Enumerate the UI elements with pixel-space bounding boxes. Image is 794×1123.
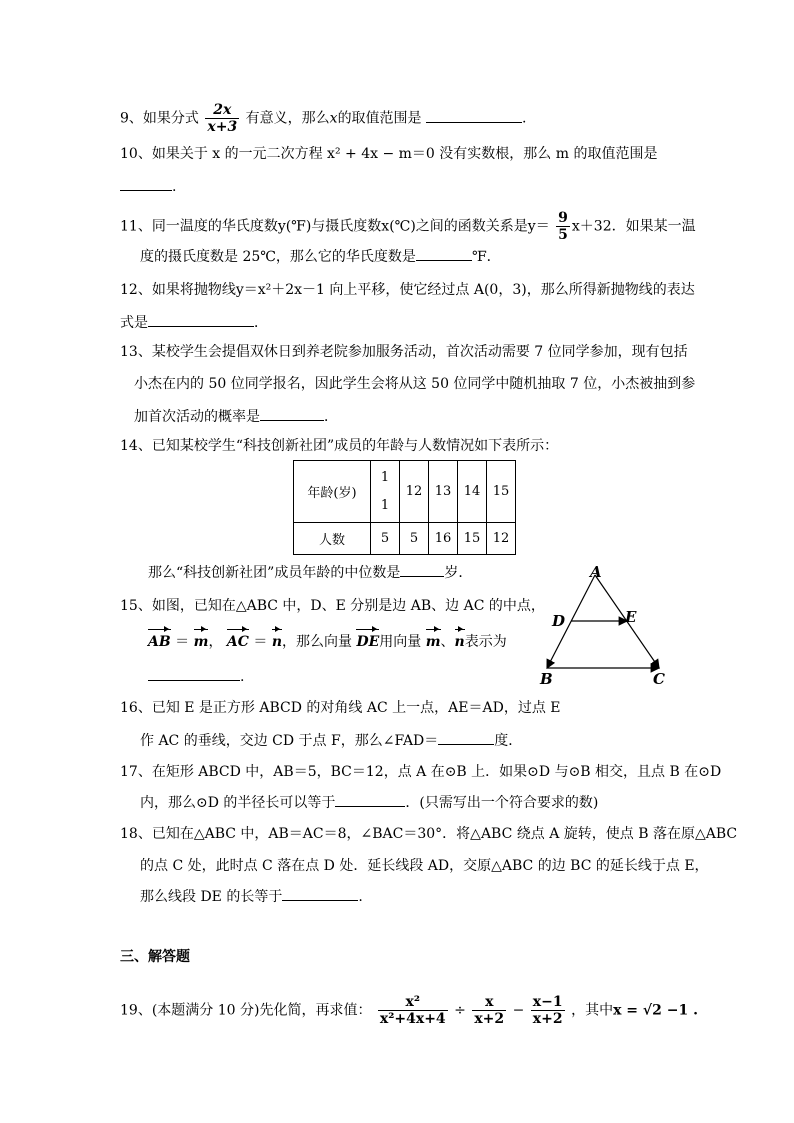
triangle-figure bbox=[535, 560, 675, 690]
table-row bbox=[294, 523, 516, 555]
q11-fraction bbox=[556, 210, 570, 243]
question-13 bbox=[120, 342, 688, 362]
q18-answer-blank[interactable] bbox=[282, 886, 358, 901]
table-header-cell: 14 bbox=[458, 461, 487, 523]
q19-f2-numerator: x bbox=[485, 994, 494, 1010]
label-a: A bbox=[590, 563, 602, 581]
q19-fraction-2 bbox=[472, 994, 506, 1027]
q10-end: . bbox=[172, 179, 177, 195]
q9-text: 有意义，那么 bbox=[245, 110, 330, 127]
question-11 bbox=[120, 210, 696, 243]
table-header-cell: 年龄(岁) bbox=[294, 461, 371, 523]
label-c: C bbox=[653, 670, 665, 688]
q16-answer-blank[interactable] bbox=[438, 730, 494, 745]
q15-sep: 、 bbox=[440, 634, 455, 650]
q19-prefix: 19、(本题满分 10 分)先化简，再求值： bbox=[120, 1002, 372, 1019]
q9-text-2: 的取值范围是 bbox=[337, 110, 422, 127]
q14-answer-blank[interactable] bbox=[400, 562, 444, 577]
q19-minus: − bbox=[512, 1002, 525, 1019]
table-cell: 15 bbox=[458, 523, 487, 555]
q11-line-1b: x＋32．如果某一温 bbox=[571, 218, 696, 235]
label-d: D bbox=[552, 612, 566, 630]
vector-m: m bbox=[193, 634, 209, 650]
q17-line-2: 内，那么⊙D 的半径长可以等于 bbox=[140, 795, 336, 811]
q13-answer-blank[interactable] bbox=[260, 406, 324, 421]
table-cell: 5 bbox=[371, 523, 400, 555]
q12-line-1: 12、如果将抛物线y＝x²＋2x－1 向上平移，使它经过点 A(0，3)，那么所得新抛物线的表达 bbox=[120, 282, 695, 298]
table-header-cell: 15 bbox=[487, 461, 516, 523]
q15-answer-blank[interactable] bbox=[148, 666, 240, 681]
q9-answer-blank[interactable] bbox=[426, 108, 522, 123]
question-16 bbox=[120, 698, 561, 718]
q12-answer-blank[interactable] bbox=[148, 312, 254, 327]
label-e: E bbox=[625, 608, 637, 626]
table-header-cell: 12 bbox=[400, 461, 429, 523]
q19-value: x = √2 −1 . bbox=[613, 1002, 698, 1019]
q19-f2-denominator: x+2 bbox=[474, 1011, 505, 1027]
q16-unit: 度． bbox=[494, 733, 523, 749]
q19-fraction-1 bbox=[378, 994, 448, 1027]
q18-line-2: 的点 C 处，此时点 C 落在点 D 处．延长线段 AD，交原△ABC 的边 BC 的延长线于点 E， bbox=[140, 858, 709, 874]
q15-end: . bbox=[240, 669, 245, 685]
question-18-line-3 bbox=[140, 886, 363, 907]
q11-unit: ℉． bbox=[471, 249, 501, 265]
q14-unit: 岁． bbox=[444, 565, 473, 581]
question-14-line-2 bbox=[148, 562, 472, 583]
q11-numerator: 9 bbox=[558, 210, 568, 226]
q10-answer-blank[interactable] bbox=[120, 176, 172, 191]
q18-line-1: 18、已知在△ABC 中，AB＝AC＝8，∠BAC＝30°．将△ABC 绕点 A 旋转，使点 B 落在原△ABC bbox=[120, 826, 738, 842]
label-b: B bbox=[540, 670, 553, 688]
question-16-line-2 bbox=[140, 730, 522, 751]
q9-denominator: x+3 bbox=[207, 119, 238, 135]
vector-ac: AC bbox=[226, 634, 249, 650]
q9-numerator: 2x bbox=[213, 102, 232, 118]
section-heading: 三、解答题 bbox=[120, 949, 190, 965]
q9-variable: x bbox=[329, 110, 338, 127]
question-15 bbox=[120, 596, 545, 616]
q17-note: ．(只需写出一个符合要求的数) bbox=[405, 795, 599, 811]
q19-f1-denominator: x²+4x+4 bbox=[379, 1011, 446, 1027]
q9-fraction bbox=[205, 102, 239, 135]
question-19 bbox=[120, 994, 698, 1027]
question-10 bbox=[120, 144, 657, 164]
question-18-line-2 bbox=[140, 856, 709, 876]
table-header-cell: 1 1 bbox=[371, 461, 400, 523]
question-12-line-2 bbox=[120, 312, 268, 333]
q17-line-1: 17、在矩形 ABCD 中，AB＝5，BC＝12，点 A 在⊙B 上．如果⊙D 与⊙B 相交，且点 B 在⊙D bbox=[120, 764, 722, 780]
q12-line-2: 式是 bbox=[120, 315, 148, 331]
q11-answer-blank[interactable] bbox=[416, 246, 472, 261]
q17-answer-blank[interactable] bbox=[335, 792, 405, 807]
q18-line-3: 那么线段 DE 的长等于 bbox=[140, 889, 283, 905]
question-13-line-3 bbox=[134, 406, 338, 427]
q13-end: ． bbox=[324, 409, 338, 425]
question-14 bbox=[120, 436, 558, 456]
table-row bbox=[294, 461, 516, 523]
table-cell: 12 bbox=[487, 523, 516, 555]
q13-line-3: 加首次活动的概率是 bbox=[134, 409, 260, 425]
q9-prefix: 9、如果分式 bbox=[120, 110, 199, 127]
table-cell: 人数 bbox=[294, 523, 371, 555]
q19-f3-denominator: x+2 bbox=[532, 1011, 563, 1027]
q11-line-1a: 11、同一温度的华氏度数y(℉)与摄氏度数x(℃)之间的函数关系是y＝ bbox=[120, 218, 550, 235]
q19-fraction-3 bbox=[531, 994, 565, 1027]
vector-ab: AB bbox=[148, 634, 171, 650]
q16-line-2: 作 AC 的垂线，交边 CD 于点 F，那么∠FAD＝ bbox=[140, 733, 439, 749]
q12-end: ． bbox=[254, 315, 268, 331]
table-header-cell: 13 bbox=[429, 461, 458, 523]
vector-n: n bbox=[271, 634, 282, 650]
age-table bbox=[293, 460, 516, 555]
q13-line-2: 小杰在内的 50 位同学报名，因此学生会将从这 50 位同学中随机抽取 7 位，小杰被抽到参 bbox=[134, 376, 696, 392]
q14-line-1: 14、已知某校学生“科技创新社团”成员的年龄与人数情况如下表所示： bbox=[120, 438, 559, 454]
q19-f3-numerator: x−1 bbox=[532, 994, 563, 1010]
question-15-line-3 bbox=[148, 666, 244, 687]
table-cell: 16 bbox=[429, 523, 458, 555]
q15-text: ，那么向量 bbox=[282, 634, 352, 650]
q13-line-1: 13、某校学生会提倡双休日到养老院参加服务活动，首次活动需要 7 位同学参加，现有包括 bbox=[120, 344, 688, 360]
question-15-line-2: AB ＝ m， AC ＝ n，那么向量 DE用向量 m、n表示为 bbox=[148, 634, 507, 650]
q19-f1-numerator: x² bbox=[405, 994, 421, 1010]
question-17-line-2 bbox=[140, 792, 598, 813]
question-11-line-2 bbox=[140, 246, 501, 267]
vector-de: DE bbox=[356, 634, 380, 650]
question-9 bbox=[120, 102, 526, 135]
table-cell: 5 bbox=[400, 523, 429, 555]
vector-n-2: n bbox=[454, 634, 465, 650]
q15-line-1: 15、如图，已知在△ABC 中，D、E 分别是边 AB、边 AC 的中点， bbox=[120, 598, 545, 614]
q16-line-1: 16、已知 E 是正方形 ABCD 的对角线 AC 上一点，AE＝AD，过点 E bbox=[120, 700, 561, 716]
q18-end: . bbox=[358, 889, 363, 905]
q19-text: ，其中 bbox=[571, 1002, 614, 1019]
question-18 bbox=[120, 824, 737, 844]
question-10-line-2 bbox=[120, 176, 176, 197]
question-12 bbox=[120, 280, 695, 300]
q11-denominator: 5 bbox=[558, 227, 568, 243]
q9-end: . bbox=[522, 110, 527, 127]
q11-line-2: 度的摄氏度数是 25℃，那么它的华氏度数是 bbox=[140, 249, 416, 265]
q14-line-2: 那么“科技创新社团”成员年龄的中位数是 bbox=[148, 565, 401, 581]
q15-text-2: 用向量 bbox=[379, 634, 422, 650]
q15-text-3: 表示为 bbox=[464, 634, 507, 650]
q19-divide: ÷ bbox=[454, 1002, 466, 1019]
question-13-line-2 bbox=[134, 374, 695, 394]
vector-m-2: m bbox=[425, 634, 441, 650]
question-17 bbox=[120, 762, 721, 782]
q10-line-1: 10、如果关于 x 的一元二次方程 x² + 4x − m＝0 没有实数根，那么 m 的取值范围是 bbox=[120, 146, 658, 162]
